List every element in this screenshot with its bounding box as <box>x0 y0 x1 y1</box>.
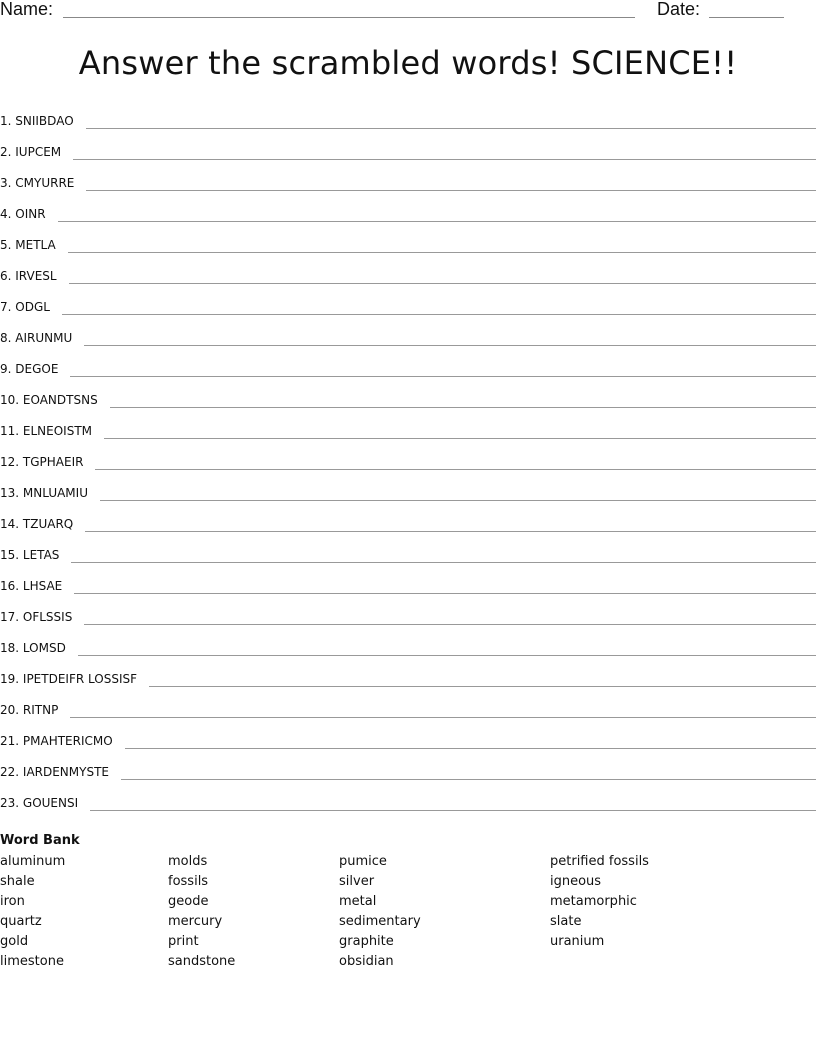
answer-line[interactable] <box>69 283 816 284</box>
question-row <box>0 732 816 763</box>
word-bank-item: silver <box>339 874 375 889</box>
word-bank <box>0 832 816 980</box>
name-field-line[interactable] <box>63 17 635 18</box>
question-row <box>0 174 816 205</box>
word-bank-item: obsidian <box>339 954 394 969</box>
scrambled-word: 16. LHSAE <box>0 579 63 593</box>
scrambled-word: 5. METLA <box>0 238 56 252</box>
scrambled-word: 3. CMYURRE <box>0 176 75 190</box>
question-row <box>0 143 816 174</box>
word-bank-item: gold <box>0 934 29 949</box>
answer-line[interactable] <box>104 438 816 439</box>
answer-line[interactable] <box>125 748 816 749</box>
answer-line[interactable] <box>95 469 816 470</box>
name-label: Name: <box>0 0 54 19</box>
scrambled-word: 6. IRVESL <box>0 269 57 283</box>
scrambled-word: 18. LOMSD <box>0 641 66 655</box>
word-bank-column <box>339 852 421 972</box>
scrambled-word: 2. IUPCEM <box>0 145 62 159</box>
question-list <box>0 112 816 825</box>
word-bank-item: petrified fossils <box>550 854 649 869</box>
header-row <box>0 0 816 24</box>
question-row <box>0 546 816 577</box>
answer-line[interactable] <box>84 345 816 346</box>
page-title: Answer the scrambled words! SCIENCE!! <box>78 44 738 82</box>
scrambled-word: 8. AIRUNMU <box>0 331 73 345</box>
word-bank-item: print <box>168 934 199 949</box>
answer-line[interactable] <box>68 252 816 253</box>
word-bank-item: metal <box>339 894 377 909</box>
question-row <box>0 267 816 298</box>
question-row <box>0 112 816 143</box>
question-row <box>0 608 816 639</box>
word-bank-item: molds <box>168 854 208 869</box>
answer-line[interactable] <box>86 128 816 129</box>
answer-line[interactable] <box>85 531 816 532</box>
question-row <box>0 391 816 422</box>
word-bank-item: sedimentary <box>339 914 421 929</box>
answer-line[interactable] <box>86 190 816 191</box>
answer-line[interactable] <box>149 686 816 687</box>
answer-line[interactable] <box>73 159 816 160</box>
word-bank-column <box>0 852 65 972</box>
word-bank-item: shale <box>0 874 35 889</box>
date-label: Date: <box>657 0 701 19</box>
word-bank-column <box>168 852 235 972</box>
answer-line[interactable] <box>100 500 816 501</box>
word-bank-item: limestone <box>0 954 64 969</box>
word-bank-title: Word Bank <box>0 833 80 848</box>
word-bank-item: quartz <box>0 914 42 929</box>
question-row <box>0 453 816 484</box>
answer-line[interactable] <box>58 221 816 222</box>
scrambled-word: 20. RITNP <box>0 703 59 717</box>
scrambled-word: 9. DEGOE <box>0 362 59 376</box>
question-row <box>0 484 816 515</box>
word-bank-item: igneous <box>550 874 602 889</box>
scrambled-word: 19. IPETDEIFR LOSSISF <box>0 672 137 686</box>
answer-line[interactable] <box>90 810 816 811</box>
word-bank-item: aluminum <box>0 854 66 869</box>
word-bank-item: uranium <box>550 934 605 949</box>
scrambled-word: 21. PMAHTERICMO <box>0 734 113 748</box>
question-row <box>0 329 816 360</box>
word-bank-item: metamorphic <box>550 894 637 909</box>
scrambled-word: 7. ODGL <box>0 300 50 314</box>
word-bank-item: graphite <box>339 934 394 949</box>
word-bank-item: fossils <box>168 874 209 889</box>
answer-line[interactable] <box>78 655 816 656</box>
scrambled-word: 4. OINR <box>0 207 46 221</box>
scrambled-word: 13. MNLUAMIU <box>0 486 88 500</box>
question-row <box>0 670 816 701</box>
answer-line[interactable] <box>70 717 816 718</box>
question-row <box>0 577 816 608</box>
word-bank-columns <box>0 850 816 980</box>
question-row <box>0 515 816 546</box>
scrambled-word: 15. LETAS <box>0 548 60 562</box>
question-row <box>0 236 816 267</box>
word-bank-item: slate <box>550 914 582 929</box>
question-row <box>0 360 816 391</box>
scrambled-word: 14. TZUARQ <box>0 517 74 531</box>
answer-line[interactable] <box>62 314 816 315</box>
question-row <box>0 763 816 794</box>
answer-line[interactable] <box>110 407 816 408</box>
word-bank-item: mercury <box>168 914 223 929</box>
question-row <box>0 298 816 329</box>
answer-line[interactable] <box>71 562 816 563</box>
word-bank-item: iron <box>0 894 25 909</box>
scrambled-word: 12. TGPHAEIR <box>0 455 84 469</box>
answer-line[interactable] <box>121 779 816 780</box>
scrambled-word: 22. IARDENMYSTE <box>0 765 109 779</box>
date-field-line[interactable] <box>709 17 784 18</box>
question-row <box>0 794 816 825</box>
word-bank-item: geode <box>168 894 209 909</box>
question-row <box>0 422 816 453</box>
answer-line[interactable] <box>70 376 816 377</box>
scrambled-word: 11. ELNEOISTM <box>0 424 93 438</box>
scrambled-word: 17. OFLSSIS <box>0 610 73 624</box>
scrambled-word: 23. GOUENSI <box>0 796 79 810</box>
question-row <box>0 639 816 670</box>
word-bank-column <box>550 852 649 952</box>
scrambled-word: 10. EOANDTSNS <box>0 393 98 407</box>
question-row <box>0 205 816 236</box>
word-bank-item: sandstone <box>168 954 236 969</box>
answer-line[interactable] <box>74 593 816 594</box>
answer-line[interactable] <box>84 624 816 625</box>
word-bank-item: pumice <box>339 854 387 869</box>
question-row <box>0 701 816 732</box>
scrambled-word: 1. SNIIBDAO <box>0 114 74 128</box>
